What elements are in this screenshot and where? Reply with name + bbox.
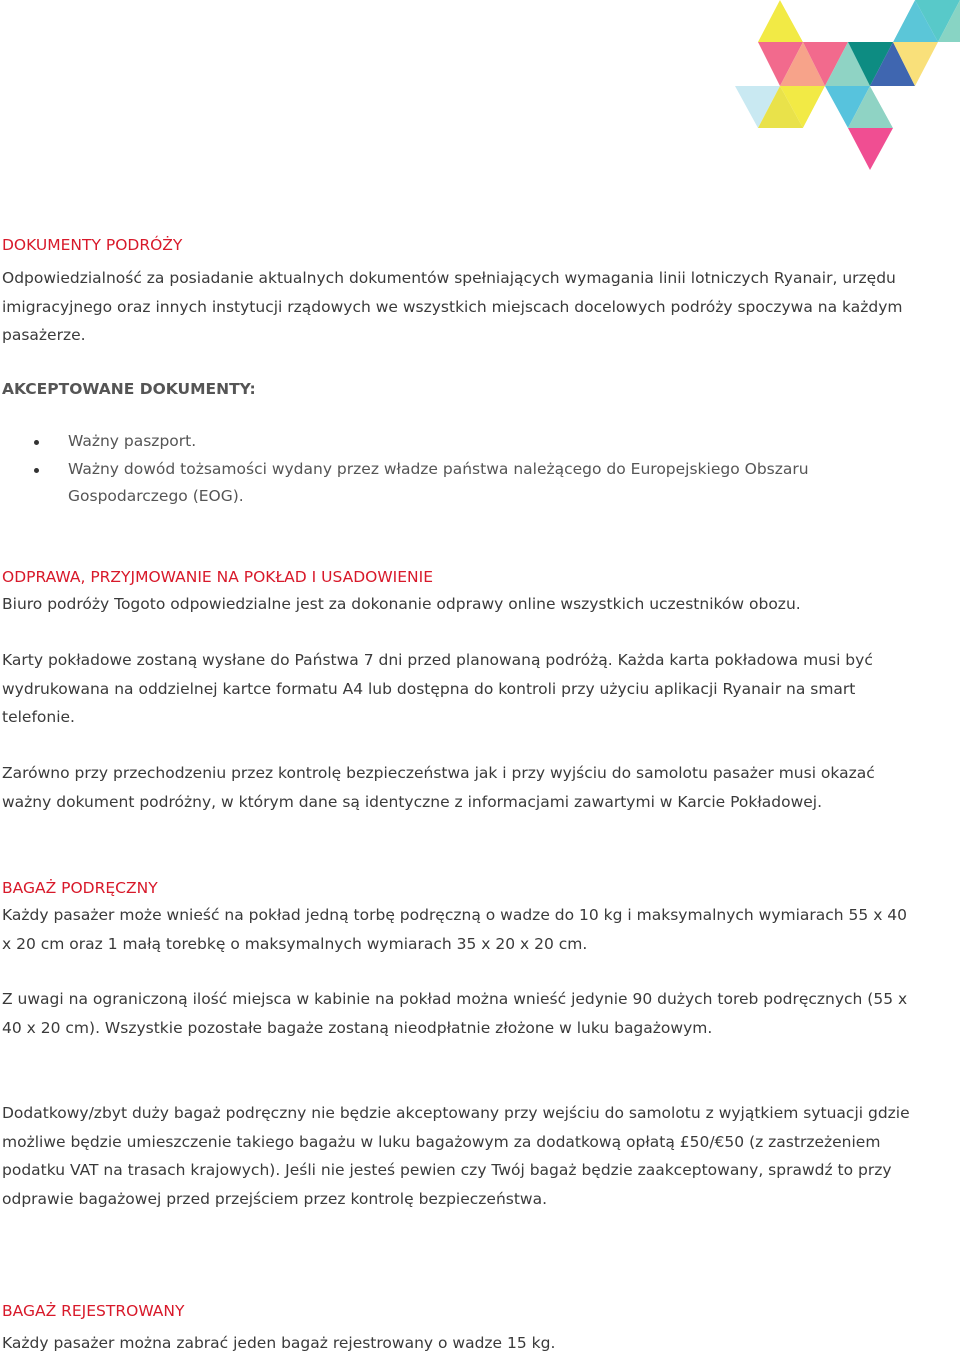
checkin-paragraph-1: Biuro podróży Togoto odpowiedzialne jest za dokonanie odprawy online wszystkich uczestników obozu. — [2, 595, 801, 613]
accepted-documents-list — [2, 428, 920, 511]
checkin-heading: ODPRAWA, PRZYJMOWANIE NA POKŁAD I USADOWIENIE — [2, 568, 434, 586]
checkin-paragraph-3: Zarówno przy przechodzeniu przez kontrolę bezpieczeństwa jak i przy wyjściu do samolotu pasażer musi okazać ważny dokument podróżny, w którym dane są identyczne z informacjami zawartymi w Karcie Pokładowej. — [2, 764, 875, 811]
documents-intro: Odpowiedzialność za posiadanie aktualnych dokumentów spełniających wymagania linii lotniczych Ryanair, urzędu imigracyjnego oraz innych instytucji rządowych we wszystkich miejscach docelowych podróży spoczywa na każdym pasażerze. — [2, 269, 903, 345]
checked-bag-heading: BAGAŻ REJESTROWANY — [2, 1302, 185, 1320]
accepted-documents-heading: AKCEPTOWANE DOKUMENTY: — [2, 380, 256, 398]
checked-bag-paragraph-1: Każdy pasażer można zabrać jeden bagaż rejestrowany o wadze 15 kg. — [2, 1334, 556, 1352]
documents-heading: DOKUMENTY PODRÓŻY — [2, 236, 183, 254]
cabin-bag-paragraph-3: Dodatkowy/zbyt duży bagaż podręczny nie będzie akceptowany przy wejściu do samolotu z wyjątkiem sytuacji gdzie możliwe będzie umieszczenie takiego bagażu w luku bagażowym za dodatkową opłatą £50/€50 (z zastrzeżeniem podatku VAT na trasach krajowych). Jeśli nie jesteś pewien czy Twój bagaż będzie zaakceptowany, sprawdź to przy odprawie bagażowej przed przejściem przez kontrolę bezpieczeństwa. — [2, 1104, 910, 1208]
logo-triangles — [728, 0, 960, 180]
cabin-bag-heading: BAGAŻ PODRĘCZNY — [2, 879, 158, 897]
cabin-bag-paragraph-1: Każdy pasażer może wnieść na pokład jedną torbę podręczną o wadze do 10 kg i maksymalnych wymiarach 55 x 40 x 20 cm oraz 1 małą torebkę o maksymalnych wymiarach 35 x 20 x 20 cm. — [2, 906, 908, 953]
list-item: Ważny paszport. — [2, 428, 920, 456]
cabin-bag-paragraph-2: Z uwagi na ograniczoną ilość miejsca w kabinie na pokład można wnieść jedynie 90 dużych toreb podręcznych (55 x 40 x 20 cm). Wszystkie pozostałe bagaże zostaną nieodpłatnie złożone w luku bagażowym. — [2, 990, 908, 1037]
list-item: Ważny dowód tożsamości wydany przez władze państwa należącego do Europejskiego Obszaru Gospodarczego (EOG). — [2, 456, 920, 511]
checkin-paragraph-2: Karty pokładowe zostaną wysłane do Państwa 7 dni przed planowaną podróżą. Każda karta pokładowa musi być wydrukowana na oddzielnej kartce formatu A4 lub dostępna do kontroli przy użyciu aplikacji Ryanair na smart telefonie. — [2, 651, 873, 727]
